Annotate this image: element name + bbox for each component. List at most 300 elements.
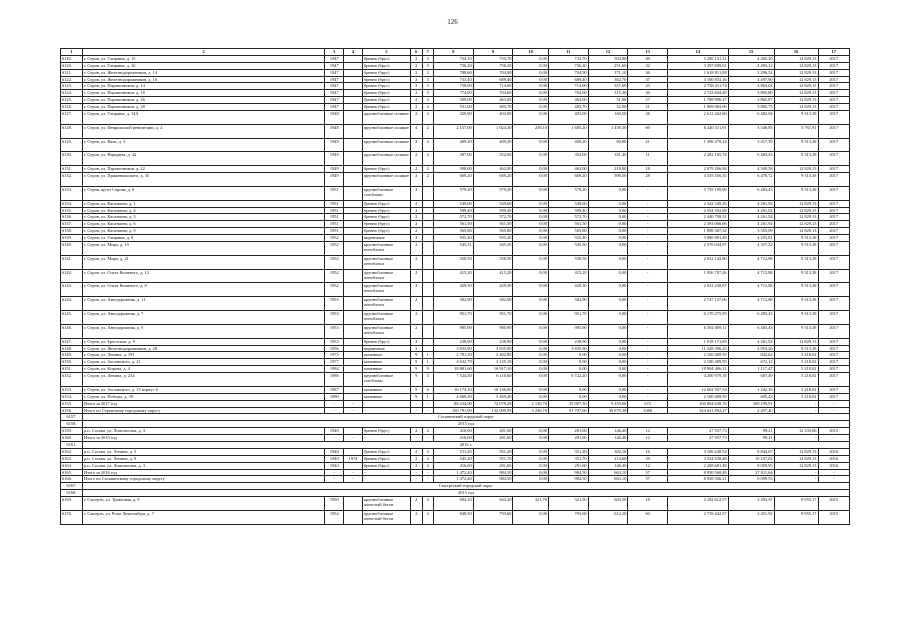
table-cell [422,228,433,235]
table-cell: - [362,469,410,476]
table-cell: 4 712,88 [728,297,774,311]
table-cell: 3 835,90 [473,345,513,352]
table-cell: 558,50 [434,255,474,269]
address-cell: г. Серов, ул. Автодорожная, д. 9 [82,324,324,338]
table-cell [344,90,363,97]
table-cell: 12 [628,428,668,435]
table-cell: 0,00 [548,352,588,359]
table-cell: 549,60 [473,200,513,207]
table-cell [422,338,433,345]
table-cell: - [362,407,410,414]
table-cell: 2017 [818,90,850,97]
table-cell: 4 261,92 [728,200,774,207]
table-cell: 0,00 [513,345,549,352]
table-cell: 169 199,91 [728,400,774,407]
row-number-cell: 6144. [61,297,83,311]
table-cell: - [628,255,668,269]
table-cell: 1948 [325,111,344,125]
row-number-cell: 6153. [61,386,83,393]
table-cell: 0,00 [513,510,549,524]
table-row [61,228,850,235]
table-cell: 0,00 [513,297,549,311]
table-cell: 2 342 349,26 [668,200,729,207]
table-cell: 2 [411,55,422,62]
table-cell: 3 [422,373,433,387]
table-cell: 57 [628,469,668,476]
table-cell: 12 829,13 [774,200,818,207]
table-cell: 2 [411,455,422,462]
table-cell: 0,00 [513,152,549,166]
table-cell: 409,20 [434,138,474,152]
table-cell: 508,00 [434,166,474,173]
address-cell: Итого по Серовскому городскому округу [82,407,324,414]
table-cell: 582,90 [548,297,588,311]
row-number-cell: 6128. [61,124,83,138]
column-number-header: 11 [548,49,588,56]
table-cell: 3 469,40 [473,393,513,400]
table-row [61,214,850,221]
address-cell: г. Серов, ул. Касаткина, д. 1 [82,200,324,207]
table-cell: - [818,407,850,414]
table-cell: 1947 [325,76,344,83]
table-cell: 0,00 [548,359,588,366]
table-cell: 281,60 [548,462,588,469]
table-cell: 549,60 [434,200,474,207]
table-cell: 6 483,43 [728,311,774,325]
table-cell: 3 [422,55,433,62]
table-cell: 12 829,13 [774,448,818,455]
table-cell: 6 483,43 [728,324,774,338]
table-cell: 0,00 [588,345,628,352]
address-cell: г. Серов, ул. Олега Кошевого, д. 12 [82,269,324,283]
table-row [61,311,850,325]
table-cell: 2017 [818,138,850,152]
table-cell: 2 [411,62,422,69]
table-cell: 2 269 681,48 [668,462,729,469]
table-cell: 12 829,13 [774,221,818,228]
address-cell: г. Сысерть, ул. Розы Люксембург, д. 7 [82,510,324,524]
table-cell: 483,70 [548,104,588,111]
table-cell: 362,70 [588,76,628,83]
table-cell: 12 829,13 [774,214,818,221]
table-cell: 3 [422,90,433,97]
table-row [61,297,850,311]
table-cell: 3 980 881,48 [668,235,729,242]
table-cell: 2017 [818,97,850,104]
table-cell: 2 182 612,57 [668,497,729,511]
table-cell: 1951 [325,186,344,200]
address-cell: Итого за 2016 год [82,469,324,476]
row-number-cell: 6151. [61,366,83,373]
table-cell: 694,10 [434,497,474,511]
table-cell: 2 [411,104,422,111]
row-number-cell: 6135. [61,207,83,214]
table-cell: - [422,435,433,442]
table-row [61,235,850,242]
table-cell: 9 313,38 [774,297,818,311]
table-row [61,469,850,476]
row-number-cell: 6158. [61,421,83,428]
table-cell: 1952 [325,235,344,242]
table-cell: 4 493,12 [728,62,774,69]
table-cell: 1 [422,352,433,359]
table-cell: 951,70 [473,311,513,325]
table-cell: 1951 [325,207,344,214]
table-cell: 9 [411,366,422,373]
column-number-header: 9 [473,49,513,56]
table-cell: 12 [628,462,668,469]
table-cell: 2 [411,324,422,338]
table-cell: 483,70 [473,104,513,111]
table-cell: 415,20 [473,269,513,283]
table-cell: - [344,407,363,414]
row-number-cell: 6125. [61,97,83,104]
table-cell: бревно (брус) [362,455,410,462]
table-cell: - [774,469,818,476]
table-cell: 0,00 [513,283,549,297]
table-cell: кирпичные [362,345,410,352]
table-cell: 2 [422,152,433,166]
table-cell: 2017 [818,345,850,352]
table-cell: каменные [362,393,410,400]
table-cell: 16 [628,448,668,455]
table-cell: 788,60 [434,69,474,76]
table-cell: 0,00 [588,366,628,373]
table-cell: 12 829,13 [774,69,818,76]
column-number-header: 13 [628,49,668,56]
table-cell: 756,20 [434,62,474,69]
address-cell: г. Серов, ул. Касаткина, д. 9 [82,228,324,235]
table-cell: 0,00 [588,221,628,228]
address-cell: г. Серов, ул. Февральской революции, д. 2 [82,124,324,138]
table-cell: - [628,393,668,400]
table-cell: 848,50 [434,510,474,524]
table-cell: 146,40 [588,435,628,442]
column-number-header: 16 [774,49,818,56]
table-cell [422,221,433,228]
table-cell: 18 904 406,31 [668,366,729,373]
table-cell: - [411,469,422,476]
table-cell: 0,00 [588,338,628,345]
table-cell: 9 313,38 [774,173,818,187]
address-cell: г. Сысерть, ул. Трактовая, д. 9 [82,497,324,511]
address-cell: г. Серов, ул. Мира, д. 19 [82,242,324,256]
table-cell: 1 472,40 [434,476,474,483]
table-cell: 99,21 [728,435,774,442]
table-cell [422,207,433,214]
table-cell: 3 865,75 [728,104,774,111]
table-cell: 0,00 [588,228,628,235]
address-cell: г. Серов, ул. Прижевальского, д. 35 [82,173,324,187]
table-cell: бревно (брус) [362,448,410,455]
table-cell [344,69,363,76]
row-number-cell: 6169. [61,497,83,511]
table-cell: 2017 [818,311,850,325]
table-cell: 16 174,10 [434,386,474,393]
column-number-header: 7 [422,49,433,56]
table-cell: 6 482,04 [728,111,774,125]
table-cell: - [325,435,344,442]
table-cell: 0,00 [588,200,628,207]
table-cell: 9 313,38 [774,235,818,242]
table-cell: 2017 [818,166,850,173]
table-cell: 0,00 [513,166,549,173]
table-cell: 49 [628,55,668,62]
table-cell: 2017 [818,255,850,269]
table-row [61,97,850,104]
table-cell: 351,40 [588,152,628,166]
table-cell: 1 789 896,27 [668,97,729,104]
table-cell: 4 712,88 [728,269,774,283]
table-row [61,55,850,62]
table-cell: 1953 [325,338,344,345]
table-cell: 0,00 [588,283,628,297]
table-cell: 2 [411,69,422,76]
table-cell: 545,30 [548,242,588,256]
table-cell: каменные [362,386,410,393]
table-cell: - [411,435,422,442]
table-cell: 842,62 [728,352,774,359]
table-cell: 12 335,06 [774,428,818,435]
table-cell [344,345,363,352]
table-cell: - [344,476,363,483]
table-cell [422,200,433,207]
table-cell: 351,70 [473,455,513,462]
table-cell: 0,00 [513,455,549,462]
address-cell: г. Серов, ул. Паровозников, д. 26 [82,97,324,104]
table-cell: 5 218,02 [774,386,818,393]
table-cell: 5 218,02 [774,352,818,359]
table-cell: 9 313,38 [774,283,818,297]
table-cell: 3 [411,345,422,352]
table-cell: 9 313,38 [774,242,818,256]
table-row [61,283,850,297]
table-cell [344,311,363,325]
table-row [61,207,850,214]
table-row [61,386,850,393]
table-cell: 3 554 638,48 [668,455,729,462]
table-cell: 672,12 [728,359,774,366]
section-row [61,414,850,421]
table-cell: 2017 [818,152,850,166]
table-cell: 416,00 [434,462,474,469]
table-cell: 0,00 [588,214,628,221]
table-cell: - [325,407,344,414]
table-cell: 2 [422,173,433,187]
table-cell: 0,00 [513,462,549,469]
row-number-cell: 6157. [61,414,83,421]
table-cell: 30 [628,90,668,97]
table-cell: 565,80 [548,228,588,235]
table-cell: 8 958 506,21 [668,476,729,483]
table-cell: 0,00 [513,173,549,187]
table-cell: 352,00 [473,152,513,166]
table-cell: 605,43 [728,393,774,400]
table-cell: 160,50 [588,111,628,125]
table-cell: 3 [422,62,433,69]
section-heading-cell: Сысертский городской округ [82,483,849,490]
table-cell: 2017 [818,83,850,90]
table-cell: 2 393 066,06 [668,221,729,228]
table-cell: 549,60 [548,200,588,207]
table-cell: - [362,400,410,407]
row-number-cell: 6130. [61,152,83,166]
table-cell: - [422,400,433,407]
table-cell: 1947 [325,90,344,97]
table-cell: 2017 [818,221,850,228]
table-cell: 462,00 [548,166,588,173]
table-cell: 4 495,20 [728,55,774,62]
table-cell [422,255,433,269]
table-cell: 2 758 211,74 [668,83,729,90]
table-cell: 23 [628,83,668,90]
table-cell: 0,00 [513,104,549,111]
table-cell: - [628,359,668,366]
section-heading-cell: 2016 г. [82,441,849,448]
table-cell: 12 829,13 [774,76,818,83]
table-row [61,90,850,97]
address-cell: Итого за 2015 год [82,435,324,442]
table-cell: 951,70 [434,311,474,325]
table-cell: 531,00 [434,104,474,111]
address-cell: г. Серов, ул. Паровозников, д. 28 [82,104,324,111]
table-cell: 27 937,73 [668,428,729,435]
table-cell: бревно (брус) [362,69,410,76]
table-cell: крупноблочные силикат [362,138,410,152]
table-cell: 27 [628,97,668,104]
table-cell: 704,90 [548,69,588,76]
table-cell [344,124,363,138]
table-cell: 351,20 [548,448,588,455]
table-row [61,83,850,90]
table-cell: 27 011,64 [728,469,774,476]
table-cell: 5 218,02 [774,373,818,387]
row-number-cell: 6133. [61,186,83,200]
table-row [61,255,850,269]
address-cell: р.п. Сосьва, ул. Ленина, д. 9 [82,455,324,462]
table-cell: 2017 [818,69,850,76]
table-cell: 3 125,19 [473,359,513,366]
table-cell: 985,90 [548,324,588,338]
table-cell: - [422,476,433,483]
table-cell: - [344,469,363,476]
table-cell: 60 [628,124,668,138]
table-cell: 12 602 937,54 [668,386,729,393]
table-cell: 985,90 [473,324,513,338]
table-cell: 1940 [325,462,344,469]
address-cell: г. Серов, ул. Народная, д. 42 [82,152,324,166]
table-cell: 21 [628,104,668,111]
table-cell: 1950 [325,497,344,511]
table-cell: 1952 [325,242,344,256]
table-cell: - [422,407,433,414]
table-cell [344,62,363,69]
table-cell: - [628,242,668,256]
table-cell: 463,00 [473,97,513,104]
table-cell: 984,50 [548,476,588,483]
table-cell: - [628,297,668,311]
table-row [61,455,850,462]
table-cell [344,83,363,90]
table-cell: 4 [411,124,422,138]
table-cell: 4 712,88 [728,255,774,269]
row-number-cell: 6123. [61,83,83,90]
table-cell: 2 [411,207,422,214]
table-cell: 2017 [818,324,850,338]
table-cell: 672 [628,400,668,407]
table-cell: 3 397 699,01 [668,62,729,69]
table-cell: 1952 [325,269,344,283]
table-cell: 12 829,13 [774,228,818,235]
row-number-cell: 6167. [61,483,83,490]
table-cell: 2 [422,497,433,511]
table-cell: 2 [422,166,433,173]
table-cell: 2 [411,338,422,345]
table-cell: 1951 [325,228,344,235]
table-cell: каменные [362,366,410,373]
address-cell: р.п. Сосьва, ул. Ломоносова, д. 3 [82,428,324,435]
table-cell: 9 [422,366,433,373]
table-cell: 238,90 [434,338,474,345]
table-cell: 1947 [325,55,344,62]
table-cell: 2 [422,462,433,469]
table-row [61,462,850,469]
table-cell: - [325,400,344,407]
table-cell: - [628,386,668,393]
table-cell: 935,40 [473,235,513,242]
table-cell: 1953 [325,297,344,311]
table-row [61,373,850,387]
table-cell: 2017 [818,297,850,311]
table-cell: 8 059,95 [728,462,774,469]
table-cell: 9 459,60 [588,400,628,407]
table-cell: 146,40 [588,428,628,435]
table-cell: 132 099,99 [473,407,513,414]
row-number-cell: 6120. [61,62,83,69]
table-cell: 2016 [818,455,850,462]
table-cell: 2017 [818,111,850,125]
table-cell: 4 261,92 [728,338,774,345]
table-cell: 1974 [344,455,363,462]
table-cell: бревно (брус) [362,228,410,235]
table-cell [344,338,363,345]
table-cell: крупноблочные пеноблоки [362,269,410,283]
table-cell: 2 [422,428,433,435]
table-cell: 2017 [818,76,850,83]
table-cell: 714,00 [548,83,588,90]
table-cell: 1948 [325,124,344,138]
table-cell [422,235,433,242]
table-cell: 0,00 [588,352,628,359]
row-number-cell: 6163. [61,455,83,462]
table-cell: - [628,283,668,297]
address-cell: г. Серов, ул. Вязи, д. 3 [82,138,324,152]
table-cell [344,76,363,83]
table-cell [422,186,433,200]
table-cell: 429,30 [434,283,474,297]
table-cell: 1 439,30 [588,124,628,138]
table-cell: 2 [411,255,422,269]
table-cell: 2017 [818,55,850,62]
address-cell: г. Серов, ул. Победы, д. 39 [82,393,324,400]
table-cell: 599,40 [434,207,474,214]
table-cell: - [411,476,422,483]
table-cell [344,386,363,393]
table-cell [422,345,433,352]
table-cell: 0,00 [513,476,549,483]
address-cell: г. Серов, ул. Железнодорожников, д. 28 [82,345,324,352]
table-cell: 6 170 275,95 [668,311,729,325]
